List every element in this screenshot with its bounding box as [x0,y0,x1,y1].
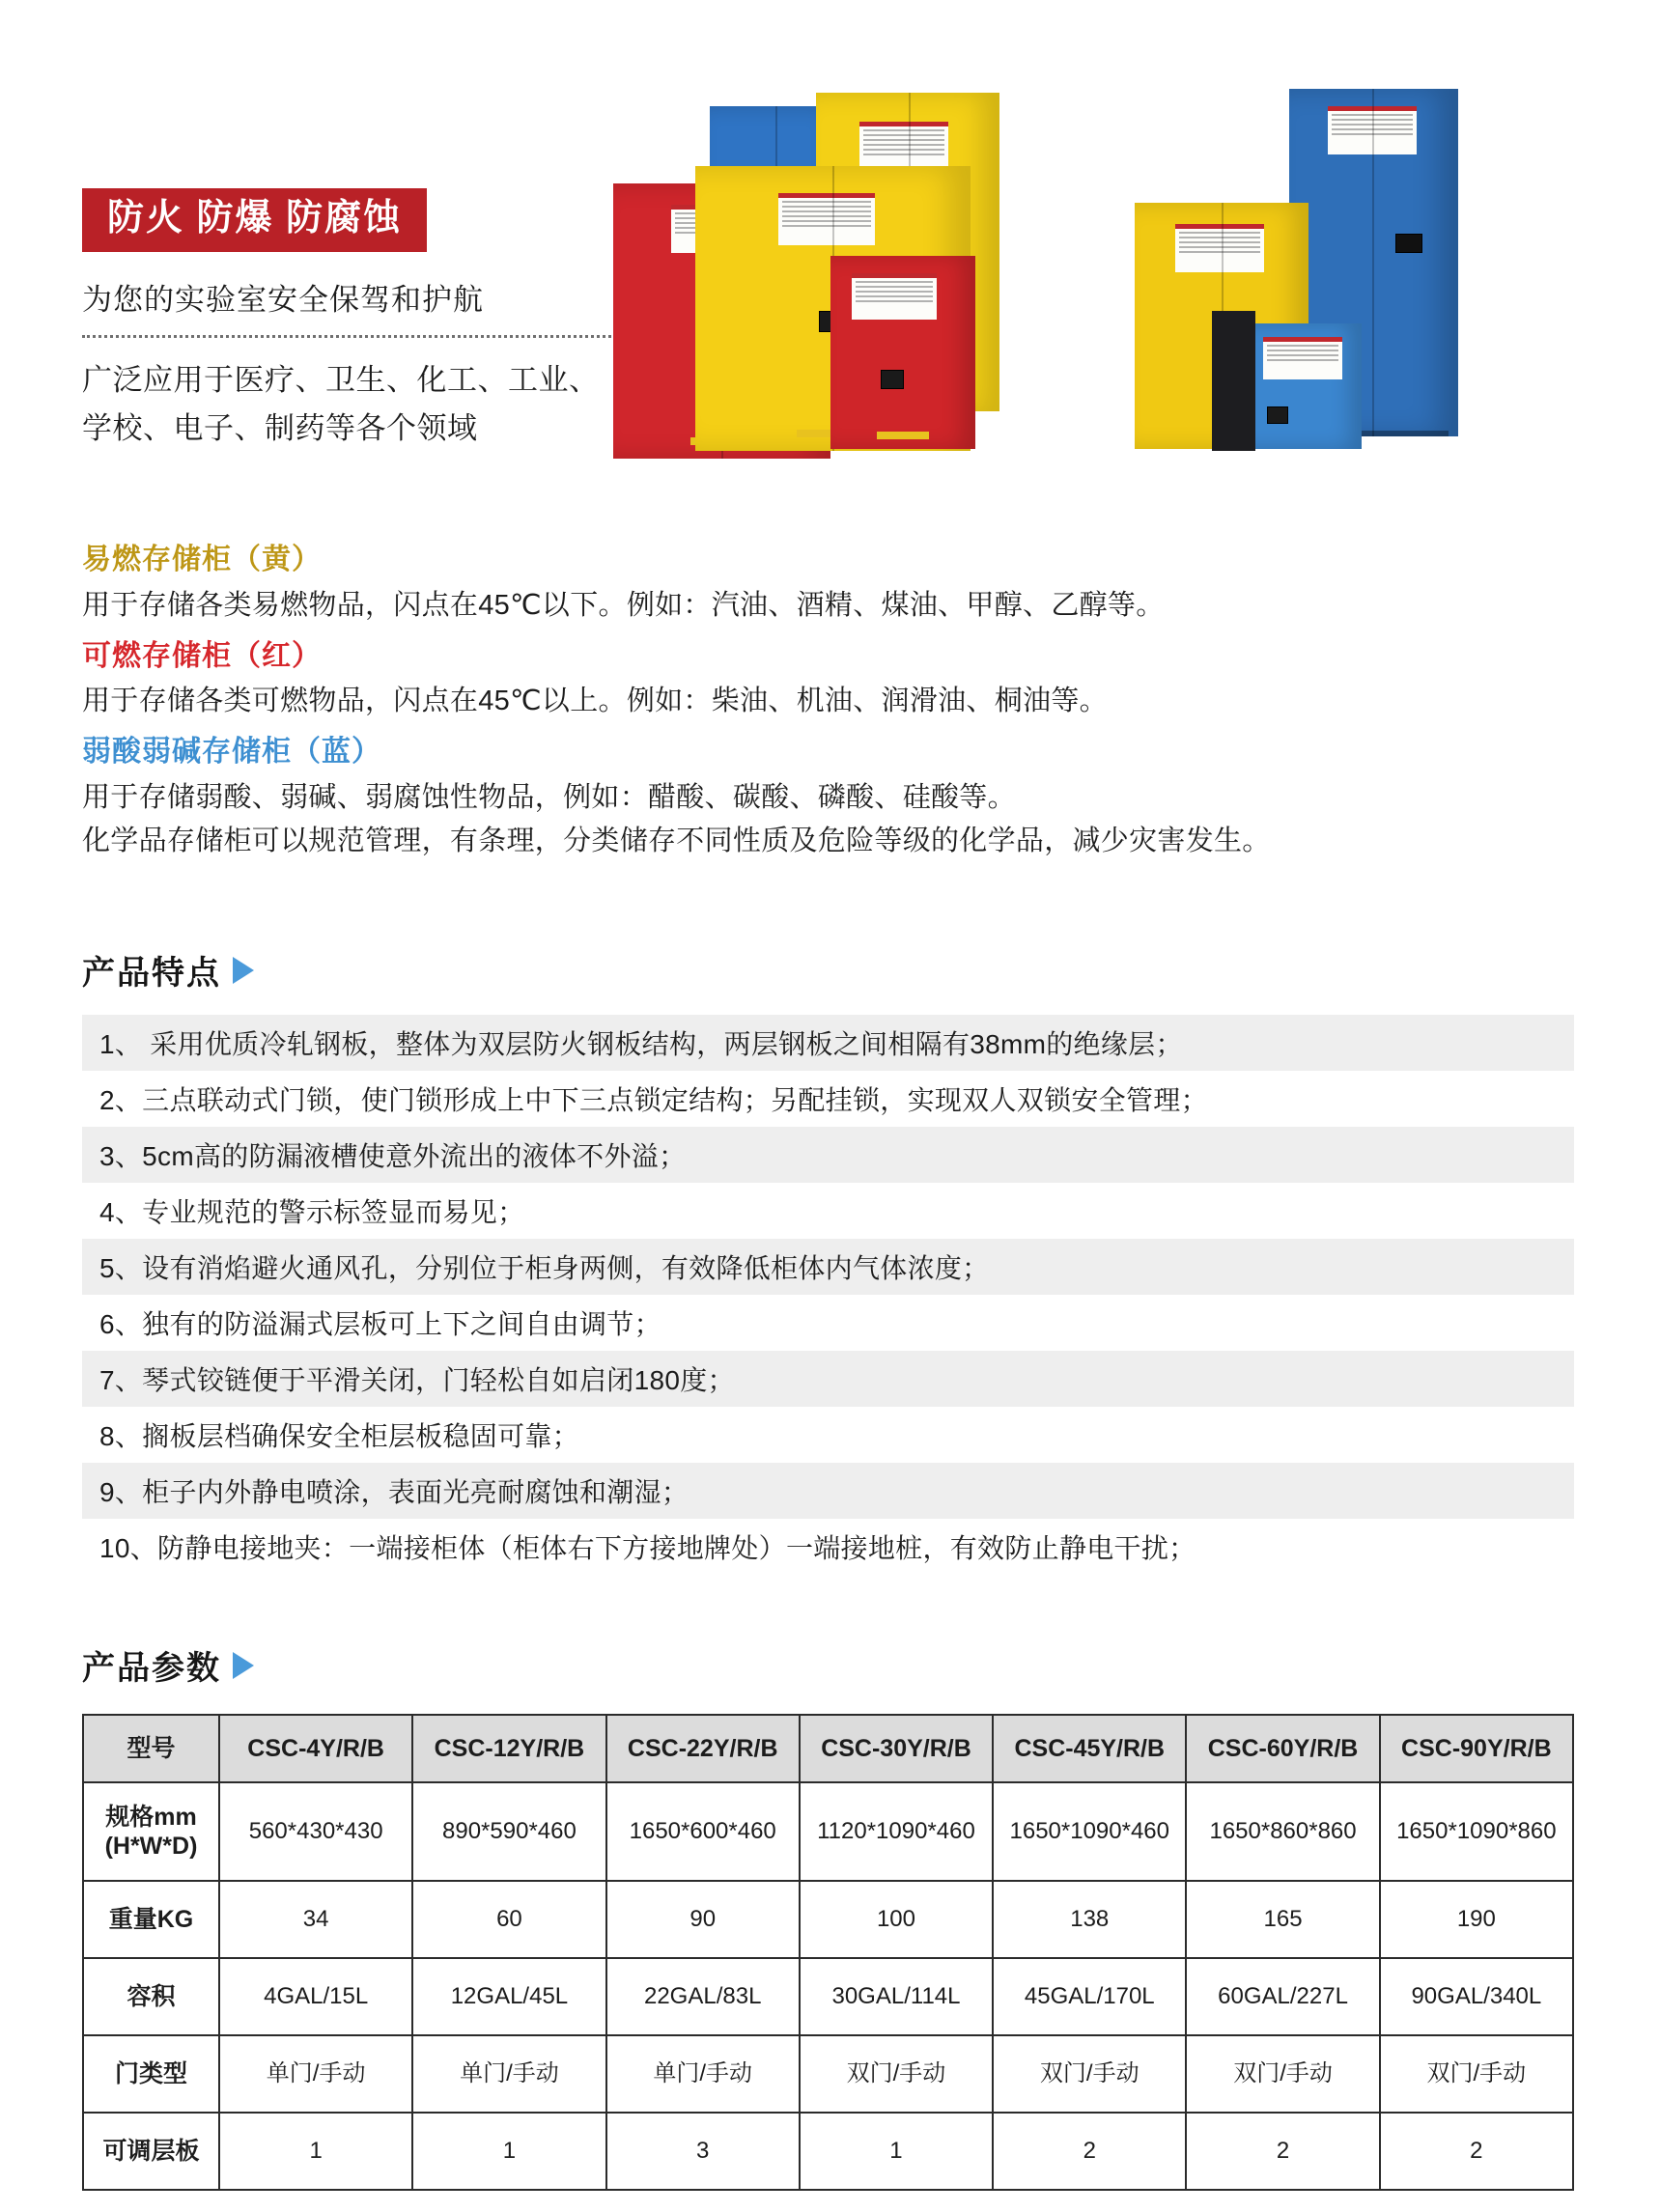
cell-weight: 90 [606,1881,800,1958]
cell-capacity: 22GAL/83L [606,1958,800,2035]
hero-application-line-1: 广泛应用于医疗、卫生、化工、工业、 [82,362,600,397]
row-label-capacity: 容积 [83,1958,219,2035]
cell-capacity: 30GAL/114L [800,1958,993,2035]
col-header-model: CSC-12Y/R/B [412,1715,605,1782]
cell-shelves: 1 [800,2113,993,2190]
cell-dimensions: 1650*1090*860 [1380,1782,1573,1881]
category-title-acid-alkali: 弱酸弱碱存储柜（蓝） [82,736,381,769]
cell-door-type: 双门/手动 [993,2035,1186,2113]
category-desc-flammable: 用于存储各类易燃物品，闪点在45℃以下。例如：汽油、酒精、煤油、甲醇、乙醇等。 [82,589,1165,621]
table-row [83,1958,1573,2035]
cell-dimensions: 890*590*460 [412,1782,605,1881]
feature-item: 3、5cm高的防漏液槽使意外流出的液体不外溢； [82,1127,1574,1183]
cell-dimensions: 1650*600*460 [606,1782,800,1881]
cell-capacity: 4GAL/15L [219,1958,412,2035]
category-desc-combustible: 用于存储各类可燃物品，闪点在45℃以上。例如：柴油、机油、润滑油、桐油等。 [82,686,1108,717]
cell-shelves: 2 [993,2113,1186,2190]
row-label-line1: 规格mm [105,1804,197,1831]
cell-dimensions: 1650*860*860 [1186,1782,1379,1881]
parameters-section [82,1641,1574,2191]
category-title-flammable: 易燃存储柜（黄） [82,544,322,575]
col-header-model-label: 型号 [83,1715,219,1782]
cell-door-type: 双门/手动 [800,2035,993,2113]
cell-weight: 34 [219,1881,412,1958]
warning-label [859,122,948,172]
cell-capacity: 12GAL/45L [412,1958,605,2035]
col-header-model: CSC-30Y/R/B [800,1715,993,1782]
cell-shelves: 1 [219,2113,412,2190]
feature-item: 10、防静电接地夹：一端接柜体（柜体右下方接地牌处）一端接地桩，有效防止静电干扰； [99,1533,1196,1563]
warning-label [1263,337,1342,379]
table-row [83,1881,1573,1958]
table-header-row [83,1715,1573,1782]
warning-label [852,273,937,320]
table-row [83,1782,1573,1881]
cell-door-type: 单门/手动 [606,2035,800,2113]
category-desc-acid-alkali: 用于存储弱酸、弱碱、弱腐蚀性物品，例如：醋酸、碳酸、磷酸、硅酸等。 [82,781,1016,813]
hero-application-line-2: 学校、电子、制药等各个领域 [82,411,478,446]
feature-item: 9、柜子内外静电喷涂，表面光亮耐腐蚀和潮湿； [82,1463,1574,1519]
cabinet-red-small [830,256,975,449]
table-row [83,2113,1573,2190]
col-header-model: CSC-45Y/R/B [993,1715,1186,1782]
cell-weight: 60 [412,1881,605,1958]
features-heading [82,946,1574,994]
col-header-model: CSC-90Y/R/B [1380,1715,1573,1782]
cell-capacity: 45GAL/170L [993,1958,1186,2035]
warning-label [1175,224,1264,272]
cell-weight: 165 [1186,1881,1379,1958]
cell-dimensions: 1120*1090*460 [800,1782,993,1881]
row-label-dimensions [83,1782,219,1881]
cell-door-type: 双门/手动 [1380,2035,1573,2113]
feature-list [82,1015,1574,1575]
feature-item: 6、独有的防溢漏式层板可上下之间自由调节； [99,1309,661,1339]
triangle-right-icon [233,1652,254,1679]
cell-weight: 138 [993,1881,1186,1958]
cell-dimensions: 1650*1090*460 [993,1782,1186,1881]
spec-table-body [83,1782,1573,2190]
parameters-heading-label: 产品参数 [82,1650,221,1687]
cell-weight: 100 [800,1881,993,1958]
cell-capacity: 60GAL/227L [1186,1958,1379,2035]
spec-table [82,1714,1574,2191]
cell-door-type: 单门/手动 [219,2035,412,2113]
features-section [82,946,1574,1575]
cell-door-type: 双门/手动 [1186,2035,1379,2113]
category-summary-note: 化学品存储柜可以规范管理，有条理，分类储存不同性质及危险等级的化学品，减少灾害发生。 [82,826,1271,857]
feature-item: 5、设有消焰避火通风孔，分别位于柜身两侧，有效降低柜体内气体浓度； [82,1239,1574,1295]
hero-badge: 防火 防爆 防腐蚀 [82,188,427,252]
parameters-heading [82,1641,1574,1689]
category-title-combustible: 可燃存储柜（红） [82,639,322,672]
hero-section [0,0,1660,541]
col-header-model: CSC-4Y/R/B [219,1715,412,1782]
table-row [83,2035,1573,2113]
feature-item: 2、三点联动式门锁，使门锁形成上中下三点锁定结构；另配挂锁，实现双人双锁安全管理； [99,1085,1208,1115]
row-label-shelves: 可调层板 [83,2113,219,2190]
col-header-model: CSC-22Y/R/B [606,1715,800,1782]
cell-door-type: 单门/手动 [412,2035,605,2113]
cell-capacity: 90GAL/340L [1380,1958,1573,2035]
cabinet-group-photo [710,97,1511,502]
spec-table-head [83,1715,1573,1782]
cell-shelves: 1 [412,2113,605,2190]
row-label-weight: 重量KG [83,1881,219,1958]
feature-item: 4、专业规范的警示标签显而易见； [99,1197,525,1227]
triangle-right-icon [233,957,254,984]
feature-item: 1、 采用优质冷轧钢板，整体为双层防火钢板结构，两层钢板之间相隔有38mm的绝缘层； [82,1015,1574,1071]
cell-shelves: 3 [606,2113,800,2190]
cabinet-base-shadow [1212,311,1255,451]
cell-shelves: 2 [1380,2113,1573,2190]
cell-dimensions: 560*430*430 [219,1782,412,1881]
cell-shelves: 2 [1186,2113,1379,2190]
category-section [82,541,1589,861]
features-heading-label: 产品特点 [82,955,221,992]
col-header-model: CSC-60Y/R/B [1186,1715,1379,1782]
feature-item: 8、搁板层档确保安全柜层板稳固可靠； [99,1421,579,1451]
row-label-line2: (H*W*D) [104,1833,198,1860]
row-label-door-type: 门类型 [83,2035,219,2113]
dotted-divider [82,335,623,338]
hero-tagline: 为您的实验室安全保驾和护航 [82,282,484,317]
feature-item: 7、琴式铰链便于平滑关闭，门轻松自如启闭180度； [82,1351,1574,1407]
warning-label [778,193,875,245]
cell-weight: 190 [1380,1881,1573,1958]
